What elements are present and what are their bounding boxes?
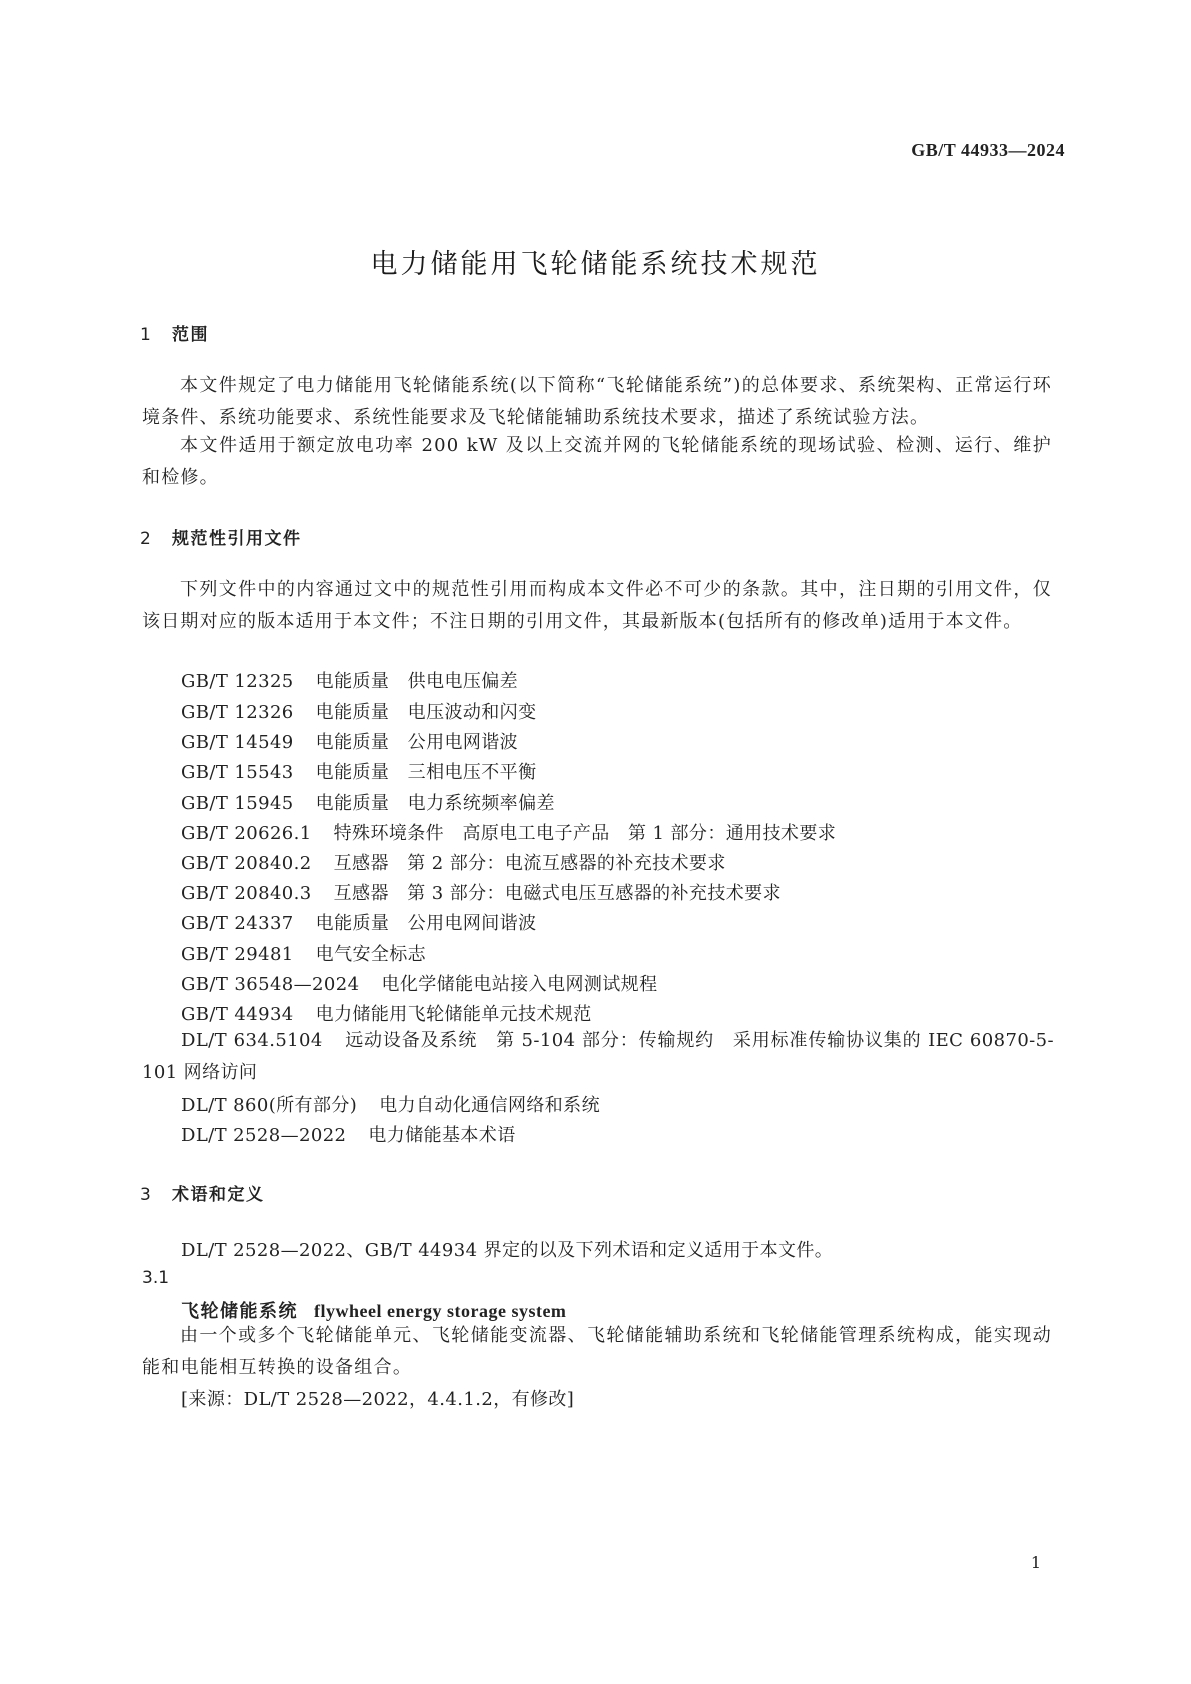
reference-item: [181, 789, 555, 815]
reference-title: 电能质量 电力系统频率偏差: [315, 793, 555, 814]
scope-paragraph-1: 本文件规定了电力储能用飞轮储能系统(以下简称“飞轮储能系统”)的总体要求、系统架构、正常运行环境条件、系统功能要求、系统性能要求及飞轮储能辅助系统技术要求，描述了系统试验方法。: [142, 375, 1052, 428]
term-source: [来源：DL/T 2528—2022，4.4.1.2，有修改]: [181, 1389, 575, 1410]
term-definition: 由一个或多个飞轮储能单元、飞轮储能变流器、飞轮储能辅助系统和飞轮储能管理系统构成，能实现动能和电能相互转换的设备组合。: [142, 1325, 1052, 1378]
reference-code: DL/T 2528—2022: [181, 1125, 347, 1146]
reference-title: 特殊环境条件 高原电工电子产品 第 1 部分：通用技术要求: [333, 823, 837, 844]
section-3-heading: [140, 1180, 265, 1205]
reference-code: GB/T 29481: [181, 944, 294, 965]
reference-code: GB/T 15945: [181, 793, 294, 814]
reference-title: 电能质量 电压波动和闪变: [315, 702, 537, 723]
reference-title: 电能质量 三相电压不平衡: [315, 762, 537, 783]
section-title: 规范性引用文件: [172, 529, 302, 549]
reference-title: 电能质量 供电电压偏差: [315, 671, 519, 692]
reference-item: [181, 667, 518, 693]
reference-title: 电力储能用飞轮储能单元技术规范: [315, 1004, 592, 1025]
reference-title: 互感器 第 2 部分：电流互感器的补充技术要求: [333, 853, 726, 874]
reference-code: GB/T 20840.3: [181, 883, 312, 904]
document-title: 电力储能用飞轮储能系统技术规范: [370, 249, 821, 280]
reference-item: [181, 879, 781, 905]
reference-code: GB/T 14549: [181, 732, 294, 753]
reference-item: [181, 698, 536, 724]
reference-title: 远动设备及系统 第 5-104 部分：传输规约 采用标准传输协议集的 IEC 60870-5-101 网络访问: [142, 1030, 1054, 1083]
reference-code: GB/T 36548—2024: [181, 974, 360, 995]
reference-code: GB/T 12325: [181, 671, 294, 692]
reference-title: 电能质量 公用电网谐波: [315, 732, 519, 753]
reference-item: [142, 1025, 1054, 1089]
reference-code: GB/T 12326: [181, 702, 294, 723]
reference-code: DL/T 634.5104: [181, 1030, 323, 1051]
reference-item: [181, 1091, 600, 1117]
reference-item: [181, 849, 726, 875]
terms-intro: DL/T 2528—2022、GB/T 44934 界定的以及下列术语和定义适用于本文件。: [181, 1240, 834, 1261]
reference-code: DL/T 860(所有部分): [181, 1095, 358, 1116]
term-name-cn: 飞轮储能系统: [181, 1301, 298, 1322]
reference-item: [181, 909, 536, 935]
reference-item: [181, 970, 657, 996]
standard-number: GB/T 44933—2024: [911, 140, 1065, 160]
reference-item: [181, 1000, 592, 1026]
scope-paragraph-2: 本文件适用于额定放电功率 200 kW 及以上交流并网的飞轮储能系统的现场试验、检测、运行、维护和检修。: [142, 435, 1052, 488]
reference-item: [181, 940, 426, 966]
reference-code: GB/T 20840.2: [181, 853, 312, 874]
reference-code: GB/T 20626.1: [181, 823, 312, 844]
section-number: 1: [140, 325, 153, 345]
reference-title: 电力储能基本术语: [368, 1125, 516, 1146]
reference-title: 电化学储能电站接入电网测试规程: [381, 974, 658, 995]
page-number: 1: [1030, 1553, 1041, 1572]
reference-item: [181, 1121, 516, 1147]
section-title: 术语和定义: [172, 1185, 265, 1205]
reference-item: [181, 728, 518, 754]
reference-title: 互感器 第 3 部分：电磁式电压互感器的补充技术要求: [333, 883, 781, 904]
term-number: 3.1: [142, 1268, 170, 1288]
section-2-heading: [140, 524, 302, 549]
section-number: 3: [140, 1185, 153, 1205]
section-number: 2: [140, 529, 153, 549]
normative-references-intro: 下列文件中的内容通过文中的规范性引用而构成本文件必不可少的条款。其中，注日期的引用文件，仅该日期对应的版本适用于本文件；不注日期的引用文件，其最新版本(包括所有的修改单)适用于本文件。: [142, 579, 1052, 632]
section-1-heading: [140, 320, 209, 345]
reference-title: 电气安全标志: [315, 944, 427, 965]
section-title: 范围: [172, 325, 209, 345]
reference-title: 电能质量 公用电网间谐波: [315, 913, 537, 934]
reference-code: GB/T 24337: [181, 913, 294, 934]
reference-item: [181, 819, 836, 845]
reference-code: GB/T 44934: [181, 1004, 294, 1025]
term-name-en: flywheel energy storage system: [314, 1301, 567, 1321]
reference-item: [181, 758, 536, 784]
reference-title: 电力自动化通信网络和系统: [379, 1095, 600, 1116]
reference-code: GB/T 15543: [181, 762, 294, 783]
